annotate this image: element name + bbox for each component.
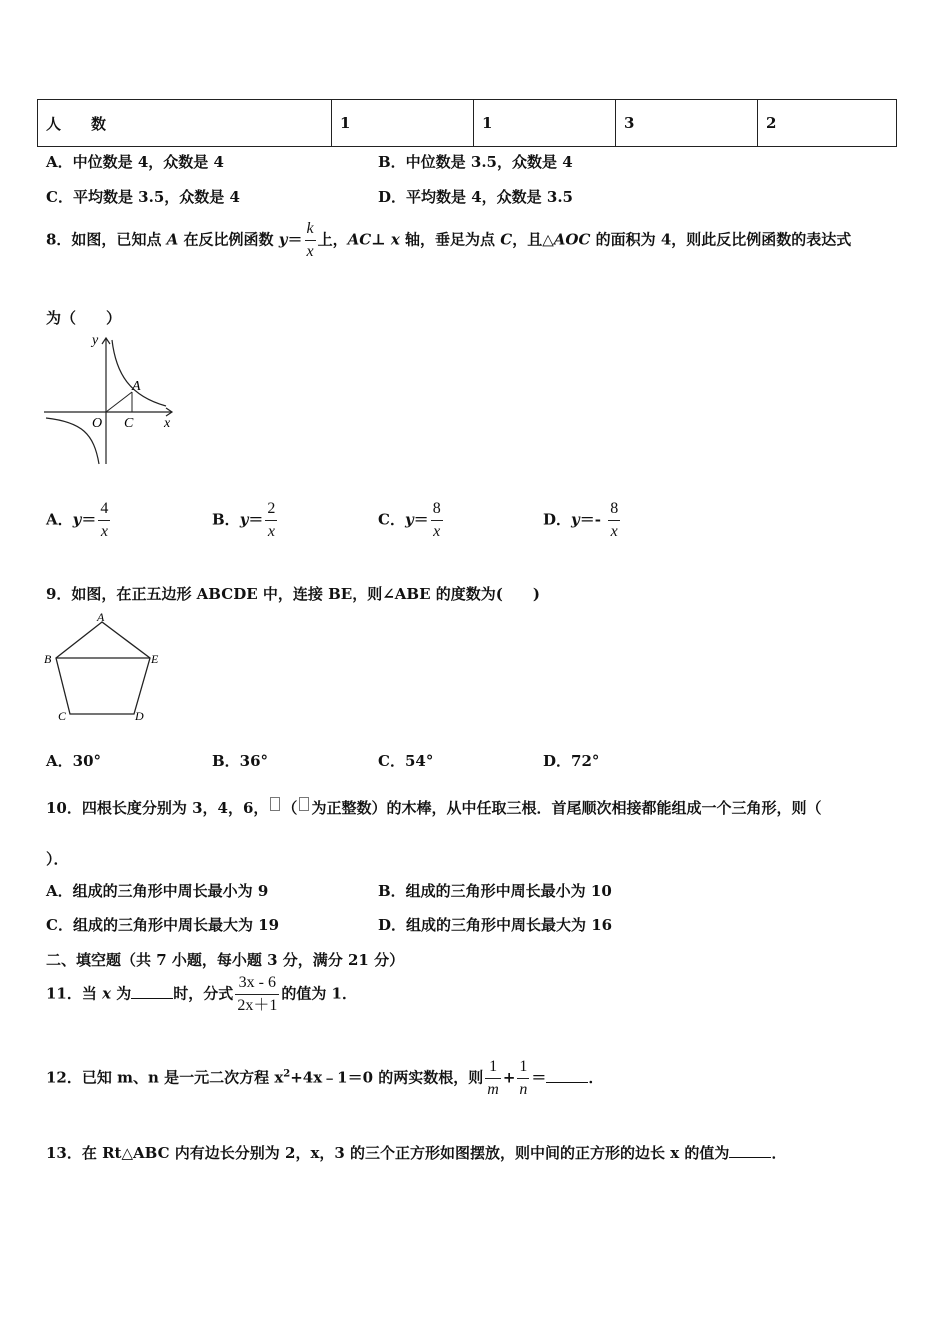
q11-fraction: [235, 972, 279, 1017]
option-letter: B．: [212, 510, 240, 529]
q12-plus: +: [502, 1068, 516, 1087]
fraction-denominator: x: [610, 523, 618, 540]
q10-option-d: D．组成的三角形中周长最大为 16: [378, 916, 613, 934]
q8-var-y: y: [278, 230, 288, 249]
q8-text: 上，: [317, 230, 348, 249]
q8-option-b: [212, 498, 279, 543]
q11-text: 11．当: [46, 984, 103, 1003]
table-cell: 1: [474, 100, 616, 147]
fraction-numerator: 8: [608, 498, 620, 521]
q10-text: 为正整数）的木棒，从中任取三根．首尾顺次相接都能组成一个三角形，则（: [311, 799, 822, 817]
q9-option-b: B．36°: [212, 752, 269, 770]
q13-text: ．: [771, 1144, 787, 1162]
table-label-cell: 人 数: [38, 100, 332, 147]
label-d: D: [135, 709, 144, 723]
hyperbola-branch-1: [112, 340, 166, 406]
label-c: C: [58, 709, 67, 723]
q8-text: ，且△: [512, 230, 554, 249]
q8-option-a: [46, 498, 112, 543]
fraction-numerator: 2: [265, 498, 277, 521]
fraction-numerator: 1: [485, 1056, 501, 1079]
q9-option-c: C．54°: [378, 752, 434, 770]
answer-blank[interactable]: [546, 1081, 588, 1083]
fraction-denominator: n: [519, 1081, 528, 1098]
section-title: 二、填空题（共 7 小题，每小题 3 分，满分 21 分）: [46, 951, 405, 969]
option-letter: C．: [378, 510, 405, 529]
answer-blank[interactable]: [729, 1156, 771, 1158]
option-fraction: [98, 498, 110, 543]
fraction-numerator: 8: [431, 498, 443, 521]
fraction-numerator: 3x - 6: [235, 972, 279, 995]
q7-option-d: D．平均数是 4，众数是 3.5: [378, 188, 573, 206]
option-eq: ＝: [413, 510, 429, 529]
option-var-y: y: [404, 510, 414, 529]
option-eq: ＝: [81, 510, 97, 529]
q11-var-x: x: [102, 984, 112, 1003]
option-letter: A．: [46, 510, 73, 529]
option-sign: -: [594, 510, 607, 529]
q8-option-d: [543, 498, 622, 543]
q12-fraction-m: [485, 1056, 501, 1101]
q8-eq: ＝: [287, 230, 303, 249]
q10-option-c: C．组成的三角形中周长最大为 19: [46, 916, 280, 934]
table-cell: 2: [758, 100, 897, 147]
fraction-denominator: 2x＋1: [237, 997, 278, 1014]
q8-fraction-k-x: [305, 218, 316, 263]
fraction-denominator: x: [306, 243, 314, 260]
q10-text: 10．四根长度分别为 3，4，6，: [46, 799, 269, 817]
q10-option-a: A．组成的三角形中周长最小为 9: [46, 882, 269, 900]
q7-option-b: B．中位数是 3.5，众数是 4: [378, 153, 573, 171]
q8-point-c: C: [500, 230, 513, 249]
q11-text: 为: [111, 984, 132, 1003]
fraction-numerator: 1: [517, 1056, 529, 1079]
option-var-y: y: [571, 510, 580, 529]
label-x: x: [164, 416, 171, 431]
fraction-numerator: 4: [98, 498, 110, 521]
q8-stem-line2: 为（ ）: [46, 309, 122, 327]
q8-point-a: A: [166, 230, 179, 249]
q12-text: ＝: [531, 1068, 547, 1087]
q10-option-b: B．组成的三角形中周长最小为 10: [378, 882, 612, 900]
q8-aoc: AOC: [553, 230, 591, 249]
q8-hyperbola-figure: [44, 334, 179, 469]
data-table: [37, 99, 897, 147]
table-row: [38, 100, 897, 147]
label-o: O: [92, 416, 103, 431]
fraction-denominator: x: [433, 523, 441, 540]
q7-option-c: C．平均数是 3.5，众数是 4: [46, 188, 240, 206]
q8-var-x: x: [390, 230, 400, 249]
label-y: y: [92, 334, 99, 348]
q8-ac: AC: [347, 230, 372, 249]
label-a: A: [97, 610, 105, 624]
fraction-denominator: x: [267, 523, 275, 540]
option-var-y: y: [72, 510, 82, 529]
segment-oa: [106, 392, 132, 412]
q8-option-c: [378, 498, 445, 543]
option-eq: ＝: [248, 510, 264, 529]
q7-option-a: A．中位数是 4，众数是 4: [46, 153, 224, 171]
q10-text: （: [282, 799, 298, 817]
fraction-denominator: x: [100, 523, 108, 540]
missing-glyph-icon: [270, 797, 280, 811]
label-a: A: [132, 379, 141, 394]
option-fraction: [265, 498, 277, 543]
q10-stem: [46, 797, 821, 818]
q12-text: +4x﹣1＝0 的两实数根，则: [290, 1068, 484, 1087]
fraction-denominator: m: [487, 1081, 499, 1098]
option-var-y: y: [239, 510, 249, 529]
q11-stem: [46, 972, 357, 1017]
q10-stem-line2: ）．: [46, 850, 69, 868]
fraction-numerator: k: [305, 218, 316, 241]
pentagon-abcde: [56, 622, 150, 714]
q9-option-d: D．72°: [543, 752, 600, 770]
q13-text: 13．在 Rt△ABC 内有边长分别为 2，x，3 的三个正方形如图摆放，则中间的正方形的边长 x 的值为: [46, 1144, 730, 1162]
q8-perp: ⊥: [371, 230, 386, 249]
q8-text: 轴，垂足为点: [399, 230, 501, 249]
option-fraction: [431, 498, 443, 543]
q8-text: 在反比例函数: [178, 230, 279, 249]
missing-glyph-icon: [299, 797, 309, 811]
q8-text: 的面积为 4，则此反比例函数的表达式: [590, 230, 852, 249]
option-fraction: [608, 498, 620, 543]
table-cell: 1: [332, 100, 474, 147]
q12-fraction-n: [517, 1056, 529, 1101]
q11-text: 的值为 1．: [281, 984, 357, 1003]
q9-stem: 9．如图，在正五边形 ABCDE 中，连接 BE，则∠ABE 的度数为( ): [46, 585, 540, 603]
q8-text: 8．如图，已知点: [46, 230, 167, 249]
q12-text: 12．已知 m、n 是一元二次方程 x: [46, 1068, 284, 1087]
option-letter: D．: [543, 510, 572, 529]
q12-stem: [46, 1056, 603, 1101]
label-e: E: [151, 652, 159, 666]
q9-option-a: A．30°: [46, 752, 102, 770]
q13-stem: [46, 1142, 786, 1163]
q12-text: ．: [588, 1068, 604, 1087]
option-eq: ＝: [579, 510, 595, 529]
label-b: B: [44, 652, 52, 666]
q11-text: 时，分式: [173, 984, 234, 1003]
table-cell: 3: [616, 100, 758, 147]
label-c: C: [124, 416, 134, 431]
q8-stem: [46, 218, 851, 263]
pentagon-figure: [40, 610, 165, 725]
answer-blank[interactable]: [131, 997, 173, 999]
q12-superscript: 2: [283, 1068, 291, 1080]
